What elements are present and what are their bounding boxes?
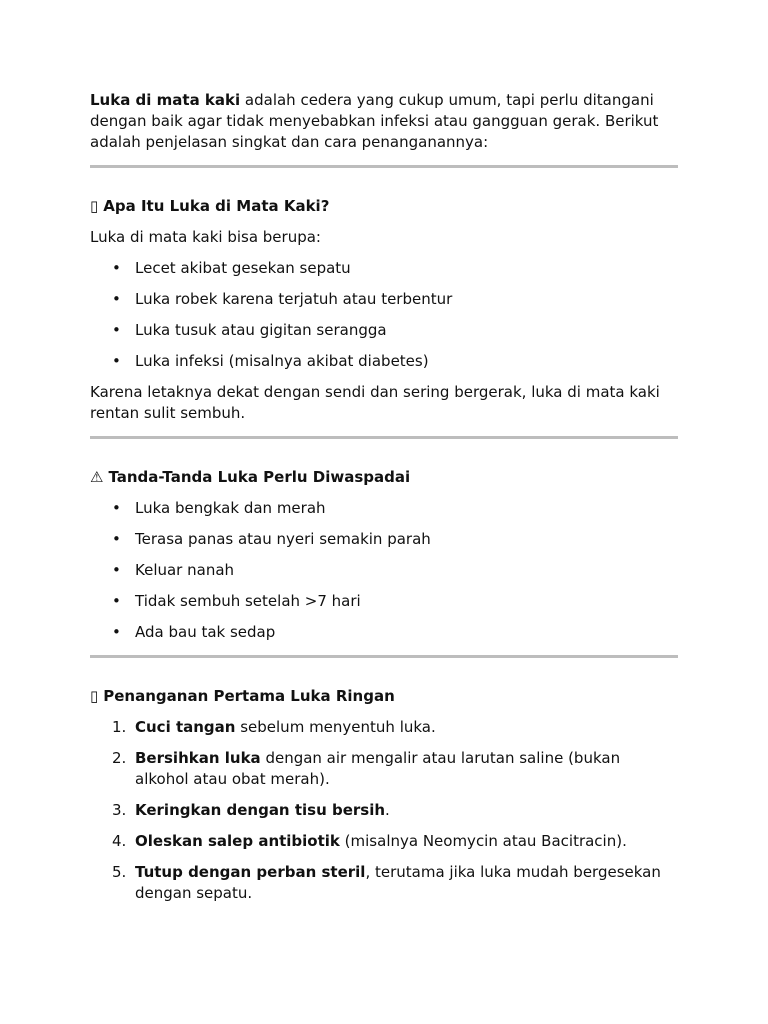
warning-icon: ⚠ [90,468,104,486]
bullet-icon: • [112,561,121,579]
bullet-icon: • [112,321,121,339]
step-number: 5. [112,863,127,881]
list-item-text: Ada bau tak sedap [135,623,276,641]
bullet-icon: • [112,352,121,370]
step-bold-text: Oleskan salep antibiotik [135,832,340,850]
list-item-text: Lecet akibat gesekan sepatu [135,259,351,277]
step-text: (misalnya Neomycin atau Bacitracin). [339,832,627,850]
intro-bold-term: Luka di mata kaki [90,91,241,109]
warning-signs-list [90,498,678,643]
section-lead-text: Luka di mata kaki bisa berupa: [90,228,321,246]
bullet-icon: • [112,259,121,277]
step-bold-text: Tutup dengan perban steril [135,863,366,881]
list-item-text: Luka bengkak dan merah [135,499,326,517]
section-heading-text: Tanda-Tanda Luka Perlu Diwaspadai [108,468,411,486]
step-item [90,748,678,790]
list-item [90,498,678,519]
wound-types-list [90,258,678,372]
list-item-text: Luka infeksi (misalnya akibat diabetes) [135,352,429,370]
section-heading-penanganan [90,686,678,707]
step-number: 3. [112,801,127,819]
section-heading-tanda-tanda [90,467,678,488]
list-item [90,591,678,612]
list-item-text: Keluar nanah [135,561,235,579]
section-closing-paragraph: Karena letaknya dekat dengan sendi dan sering bergerak, luka di mata kaki rentan sulit sembuh. [90,383,660,422]
section-heading-apa-itu [90,196,678,217]
step-number: 2. [112,749,127,767]
intro-paragraph [90,90,678,153]
missing-glyph-icon: ▯ [90,687,99,705]
step-item [90,862,678,904]
step-bold-text: Keringkan dengan tisu bersih [135,801,386,819]
bullet-icon: • [112,623,121,641]
list-item [90,289,678,310]
list-item [90,320,678,341]
step-number: 4. [112,832,127,850]
list-item [90,351,678,372]
list-item-text: Luka tusuk atau gigitan serangga [135,321,387,339]
bullet-icon: • [112,499,121,517]
list-item-text: Luka robek karena terjatuh atau terbentur [135,290,453,308]
list-item [90,258,678,279]
step-number: 1. [112,718,127,736]
list-item-text: Tidak sembuh setelah >7 hari [135,592,361,610]
step-text: . [385,801,390,819]
missing-glyph-icon: ▯ [90,197,99,215]
bullet-icon: • [112,530,121,548]
step-bold-text: Bersihkan luka [135,749,261,767]
section-divider [90,436,678,439]
list-item [90,529,678,550]
step-item [90,831,678,852]
list-item [90,622,678,643]
section-divider [90,655,678,658]
first-aid-steps-list [90,717,678,904]
step-text: dengan air mengalir atau larutan saline (bukan alkohol atau obat merah). [135,749,621,788]
step-bold-text: Cuci tangan [135,718,236,736]
step-item [90,717,678,738]
list-item [90,560,678,581]
list-item-text: Terasa panas atau nyeri semakin parah [135,530,431,548]
section-divider [90,165,678,168]
step-text: sebelum menyentuh luka. [235,718,436,736]
section-heading-text: Apa Itu Luka di Mata Kaki? [103,197,330,215]
intro-text: adalah cedera yang cukup umum, tapi perlu ditangani dengan baik agar tidak menyebabkan infeksi atau gangguan gerak. Berikut adalah penjelasan singkat dan cara penanganannya: [90,91,659,151]
bullet-icon: • [112,592,121,610]
section-heading-text: Penanganan Pertama Luka Ringan [103,687,395,705]
step-item [90,800,678,821]
bullet-icon: • [112,290,121,308]
step-text: , terutama jika luka mudah bergesekan dengan sepatu. [135,863,661,902]
